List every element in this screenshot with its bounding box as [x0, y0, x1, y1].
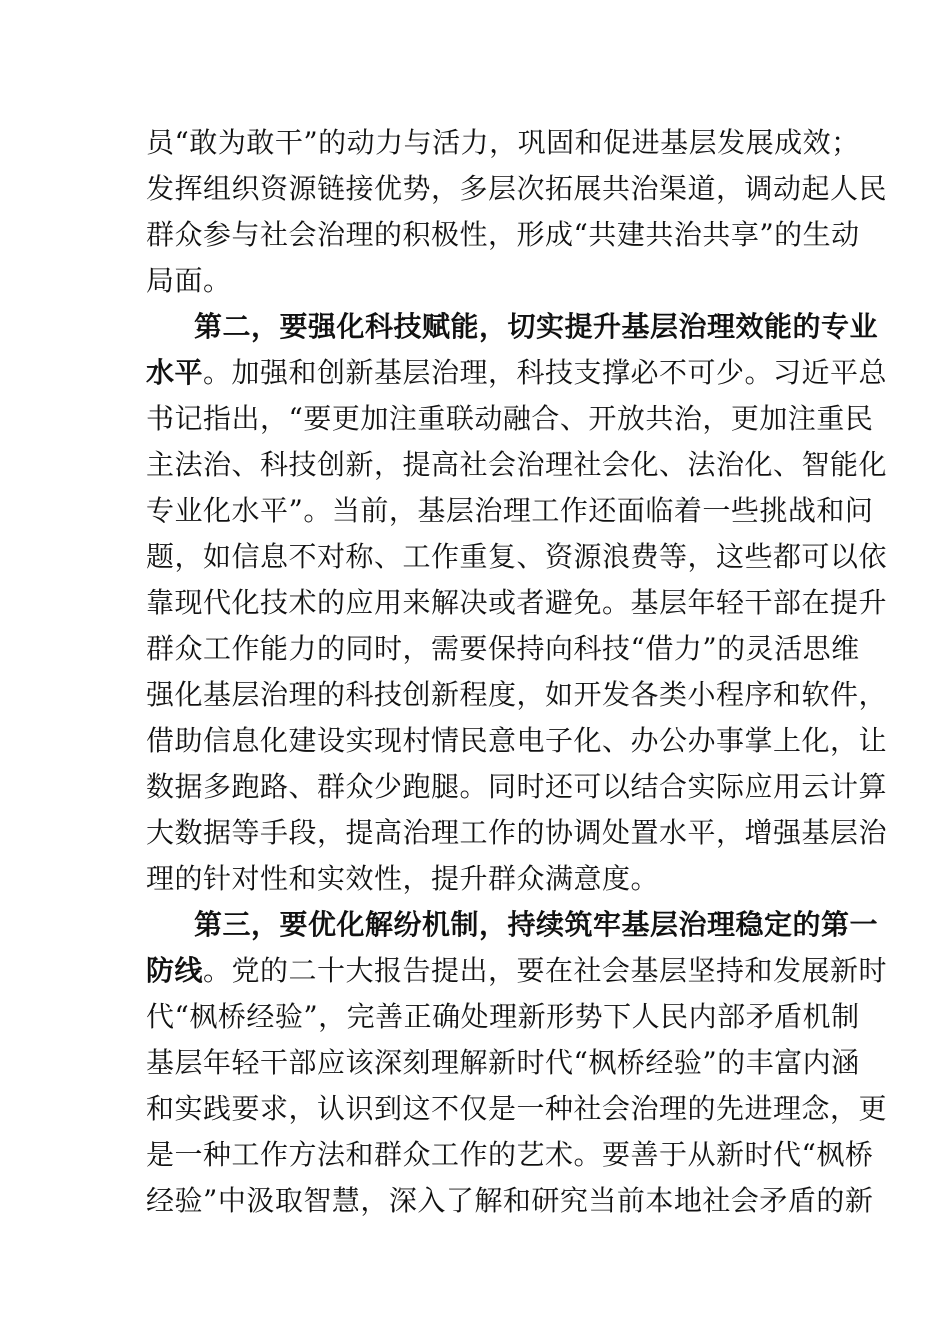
text-line: 经验”中汲取智慧，深入了解和研究当前本地社会矛盾的新 [146, 1184, 874, 1217]
text-line: 员“敢为敢干”的动力与活力，巩固和促进基层发展成效； [146, 126, 860, 159]
inline-text: 。加强和创新基层治理，科技支撑必不可少。习近平总 [203, 356, 888, 389]
text-line: 理的针对性和实效性，提升群众满意度。 [146, 862, 660, 895]
text-line: 和实践要求，认识到这不仅是一种社会治理的先进理念，更 [146, 1092, 888, 1125]
text-line: 强化基层治理的科技创新程度，如开发各类小程序和软件， [146, 678, 888, 711]
inline-text: 。党的二十大报告提出，要在社会基层坚持和发展新时 [203, 954, 888, 987]
bold-heading: 第三，要优化解纷机制，持续筑牢基层治理稳定的第一 [194, 908, 879, 941]
bold-heading: 防线 [146, 954, 204, 987]
paragraph-heading-line [194, 304, 879, 350]
text-line: 主法治、科技创新，提高社会治理社会化、法治化、智能化 [146, 448, 888, 481]
text-line: 群众参与社会治理的积极性，形成“共建共治共享”的生动 [146, 218, 860, 251]
paragraph-heading-line [146, 350, 888, 396]
text-line: 数据多跑路、群众少跑腿。同时还可以结合实际应用云计算 [146, 770, 888, 803]
bold-heading: 水平 [146, 356, 204, 389]
text-line: 基层年轻干部应该深刻理解新时代“枫桥经验”的丰富内涵 [146, 1046, 860, 1079]
paragraph-heading-line [194, 902, 879, 948]
text-line: 是一种工作方法和群众工作的艺术。要善于从新时代“枫桥 [146, 1138, 874, 1171]
text-line: 题，如信息不对称、工作重复、资源浪费等，这些都可以依 [146, 540, 888, 573]
text-line: 书记指出，“要更加注重联动融合、开放共治，更加注重民 [146, 402, 874, 435]
text-line: 群众工作能力的同时，需要保持向科技“借力”的灵活思维 [146, 632, 860, 665]
bold-heading: 第二，要强化科技赋能，切实提升基层治理效能的专业 [194, 310, 879, 343]
text-line: 局面。 [146, 264, 232, 297]
text-line: 大数据等手段，提高治理工作的协调处置水平，增强基层治 [146, 816, 888, 849]
text-line: 发挥组织资源链接优势，多层次拓展共治渠道，调动起人民 [146, 172, 888, 205]
text-line: 专业化水平”。当前，基层治理工作还面临着一些挑战和问 [146, 494, 874, 527]
text-line: 代“枫桥经验”，完善正确处理新形势下人民内部矛盾机制 [146, 1000, 860, 1033]
paragraph-heading-line [146, 948, 888, 994]
text-line: 借助信息化建设实现村情民意电子化、办公办事掌上化，让 [146, 724, 888, 757]
text-line: 靠现代化技术的应用来解决或者避免。基层年轻干部在提升 [146, 586, 888, 619]
